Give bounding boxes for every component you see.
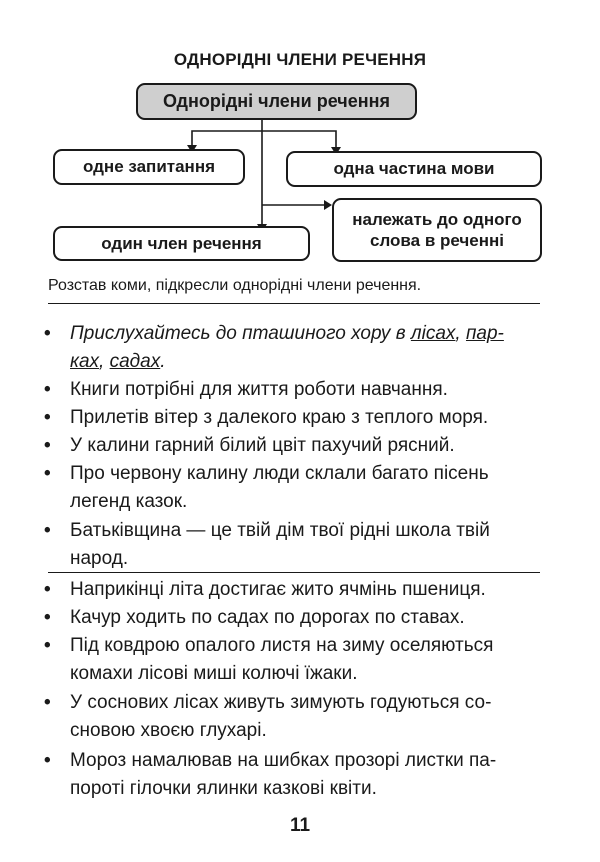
feature-box-one-word: належать до одного слова в реченні [332, 198, 542, 262]
bullet: • [44, 323, 51, 344]
feature-box-question: одне запитання [53, 149, 245, 185]
underlined-word: лісах [410, 323, 456, 344]
feature-box-part-of-speech: одна частина мови [286, 151, 542, 187]
divider-middle [48, 572, 540, 573]
page-number: 11 [289, 815, 311, 836]
example-comma: , [455, 323, 466, 344]
diagram-main-box: Однорідні члени речення [136, 83, 417, 120]
exercise-sentence: Прилетів вітер з далекого краю з теплого моря. [70, 407, 489, 428]
exercise-sentence: У калини гарний білий цвіт пахучий рясний. [70, 435, 455, 456]
exercise-sentence: Під ковдрою опалого листя на зиму оселяються комахи лісові миші колючі їжаки. [70, 635, 494, 684]
bullet: • [44, 635, 51, 656]
example-sentence [70, 320, 540, 376]
example-comma: , [99, 351, 110, 372]
bullet: • [44, 579, 51, 600]
bullet: • [44, 407, 51, 428]
example-period: . [160, 351, 166, 372]
example-text: Прислухайтесь до пташиного хору в [70, 323, 411, 344]
divider-top [48, 303, 540, 304]
feature-box-sentence-member: один член речення [53, 226, 310, 261]
instruction-text: Розстав коми, підкресли однорідні члени речення. [48, 277, 422, 294]
exercise-sentence: Мороз намалював на шибках прозорі листки папороті гілочки ялинки казкові квіти. [70, 750, 497, 799]
underlined-word: пар- [465, 323, 504, 344]
exercise-sentence: Качур ходить по садах по дорогах по ставах. [70, 607, 465, 628]
exercise-sentence: У соснових лісах живуть зимують годуються сосновою хвоєю глухарі. [70, 692, 492, 741]
bullet: • [44, 463, 51, 484]
bullet: • [44, 435, 51, 456]
exercise-sentence: Наприкінці літа достигає жито ячмінь пшениця. [70, 579, 486, 600]
exercise-sentence: Книги потрібні для життя роботи навчання. [70, 379, 448, 400]
bullet: • [44, 379, 51, 400]
underlined-word: садах [109, 351, 161, 372]
bullet: • [44, 520, 51, 541]
exercise-sentence: Про червону калину люди склали багато пісень легенд казок. [70, 463, 489, 512]
exercise-sentence: Батьківщина — це твій дім твої рідні школа твій народ. [70, 520, 490, 569]
bullet: • [44, 750, 51, 771]
underlined-word: ках [70, 351, 100, 372]
bullet: • [44, 692, 51, 713]
page-title: ОДНОРІДНІ ЧЛЕНИ РЕЧЕННЯ [173, 50, 427, 69]
bullet: • [44, 607, 51, 628]
